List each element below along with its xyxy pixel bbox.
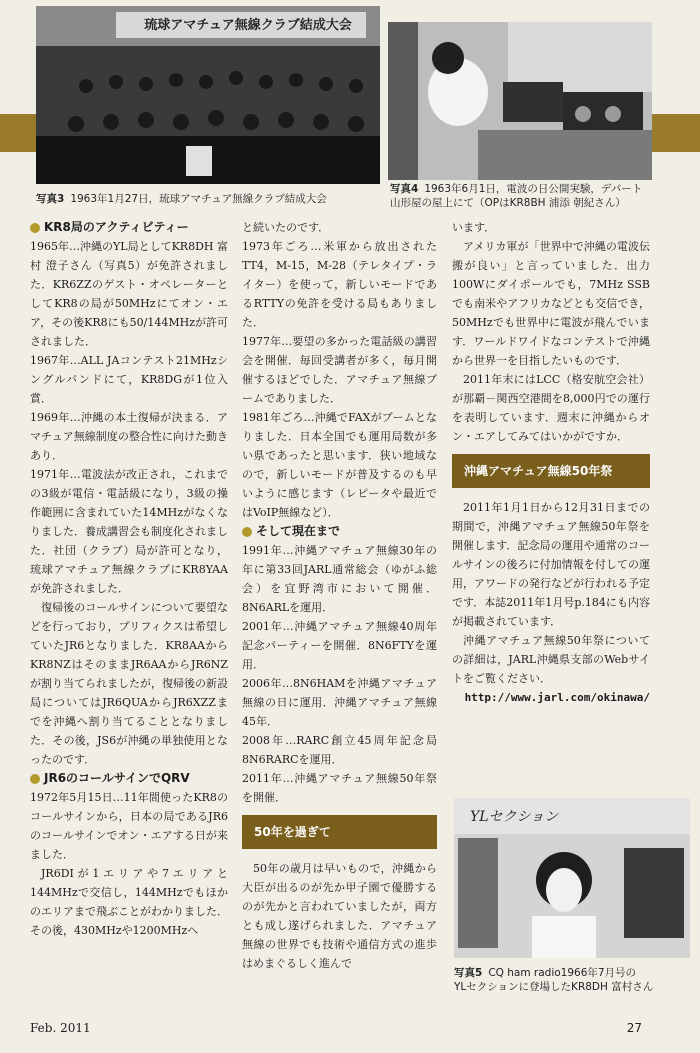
footer-page-number: 27 bbox=[626, 1021, 642, 1035]
photo-5-caption-line1: CQ ham radio1966年7月号の bbox=[488, 967, 637, 979]
photo-5-caption bbox=[454, 966, 690, 994]
section-heading-jr6 bbox=[30, 769, 228, 788]
paragraph: 2008年…RARC創立45周年記念局8N6RARCを運用． bbox=[242, 734, 437, 766]
section-heading-present bbox=[242, 522, 437, 541]
box-heading-50years: 50年を過ぎて bbox=[242, 815, 437, 849]
paragraph: 1969年…沖縄の本土復帰が決まる．アマチュア無線制度の整合性に向けた動きあり． bbox=[30, 411, 228, 462]
paragraph: います． bbox=[452, 221, 496, 234]
paragraph: 2011年末にはLCC（格安航空会社）が那覇－関西空港間を8,000円での運行を表明しています．週末に沖縄からオン・エアしてみてはいかがですか． bbox=[452, 373, 650, 443]
left-gold-bar bbox=[0, 114, 36, 152]
jarl-okinawa-link[interactable]: http://www.jarl.com/okinawa/ bbox=[464, 691, 650, 704]
photo-4-caption bbox=[390, 182, 690, 210]
paragraph: 1991年…沖縄アマチュア無線30年の年に第33回JARL通常総会（ゆがふ総会）を宜野湾市において開催．8N6ARLを運用． bbox=[242, 544, 437, 614]
photo-3-caption bbox=[36, 192, 380, 206]
photo-4-caption-line2: 山形屋の屋上にて（OPはKR8BH 浦添 朝紀さん） bbox=[390, 197, 626, 209]
paragraph: 1981年ごろ…沖縄でFAXがブームとなりました．日本全国でも運用局数が多い県であったと思います．狭い地域なので，新しいモードが普及するのも早いように感じます（レピータや最近ではVoIP無線など）． bbox=[242, 411, 437, 519]
paragraph: 1971年…電波法が改正され，これまでの3級が電信・電話級になり，3級の操作範囲に含まれていた14MHzがなくなりました．養成講習会も制度化されました．社団（クラブ）局が許可となり，琉球アマチュア無線クラブにKR8YAAが免許されました． bbox=[30, 468, 228, 595]
paragraph: 1967年…ALL JAコンテスト21MHzシングルバンドにて，KR8DGが1位入賞． bbox=[30, 354, 228, 405]
paragraph: 2006年…8N6HAMを沖縄アマチュア無線の日に運用．沖縄アマチュア無線45年． bbox=[242, 677, 437, 728]
paragraph: 1977年…要望の多かった電話級の講習会を開催．毎回受講者が多く，毎月開催するほどでした．アマチュア無線ブームでありました． bbox=[242, 335, 437, 405]
paragraph: と続いたのです． bbox=[242, 221, 330, 234]
photo-4 bbox=[388, 22, 652, 180]
paragraph: 1973年ごろ…米軍から放出されたTT4，M-15，M-28（テレタイプ・ライター）を使って，新しいモードであるRTTYの免許を受ける局もありました． bbox=[242, 240, 437, 329]
footer-issue: Feb. 2011 bbox=[30, 1021, 91, 1035]
paragraph: 復帰後のコールサインについて要望などを行っており，プリフィクスは希望していたJR6となりました．KR8AAからKR8NZはそのままJR6AAからJR6NZが割り当てられましたが，復帰後の新設局についてはJR6QUAからJR6XZZまでを沖縄へ割り当てることとなりました．その後，JS6が沖縄の単独使用となったのです． bbox=[30, 601, 228, 766]
photo-3-banner: 琉球アマチュア無線クラブ結成大会 bbox=[144, 18, 352, 33]
right-gold-bar bbox=[652, 114, 700, 152]
bullet-icon bbox=[30, 223, 40, 233]
photo-5-caption-line2: YLセクションに登場したKR8DH 富村さん bbox=[454, 981, 654, 993]
bullet-icon bbox=[242, 527, 252, 537]
section-heading-kr8-text: KR8局のアクティビティー bbox=[44, 220, 189, 234]
paragraph: 1965年…沖縄のYL局としてKR8DH 富村 澄子さん（写真5）が免許されました．KR6ZZのゲスト・オペレーターとしてKR8の局が50MHzにてオン・エア，その後KR8にも50/144MHzが許可されました． bbox=[30, 240, 228, 348]
section-heading-jr6-text: JR6のコールサインでQRV bbox=[44, 771, 190, 785]
photo-4-label: 写真4 bbox=[390, 183, 419, 195]
column-3 bbox=[452, 218, 650, 707]
column-1 bbox=[30, 218, 228, 940]
paragraph: 沖縄アマチュア無線50年祭についての詳細は，JARL沖縄県支部のWebサイトをご覧ください． bbox=[452, 634, 650, 685]
photo-5-banner: YLセクション bbox=[470, 809, 559, 825]
column-2 bbox=[242, 218, 437, 973]
paragraph: 2001年…沖縄アマチュア無線40周年記念パーティーを開催．8N6FTYを運用． bbox=[242, 620, 437, 671]
box-heading-festival: 沖縄アマチュア無線50年祭 bbox=[452, 454, 650, 488]
photo-5-label: 写真5 bbox=[454, 967, 483, 979]
photo-4-caption-line1: 1963年6月1日，電波の日公開実験，デパート bbox=[424, 183, 643, 195]
section-heading-kr8 bbox=[30, 218, 228, 237]
paragraph: 2011年1月1日から12月31日までの期間で，沖縄アマチュア無線50年祭を開催します．記念局の運用や通常のコールサインの後ろに付加情報を付しての運用，アワードの発行などが行われる予定です．本誌2011年1月号p.184にも内容が掲載されています． bbox=[452, 501, 650, 628]
paragraph: アメリカ軍が「世界中で沖縄の電波伝搬が良い」と言っていました．出力100Wにダイポールでも，7MHz SSBでも南米やアフリカなどとも交信でき，50MHzでも世界中に電波が飛んでいます．ワールドワイドなコンテストで沖縄から世界一を目指したいものです． bbox=[452, 240, 650, 367]
paragraph: 50年の歳月は早いもので，沖縄から大臣が出るのが先か甲子園で優勝するのが先かと言われていましたが，両方とも成し遂げられました．アマチュア無線の世界でも技術や通信方式の進歩はめまぐるしく進んで bbox=[242, 862, 437, 970]
photo-3-label: 写真3 bbox=[36, 193, 65, 205]
photo-3-caption-text: 1963年1月27日，琉球アマチュア無線クラブ結成大会 bbox=[70, 193, 327, 205]
section-heading-present-text: そして現在まで bbox=[256, 524, 341, 538]
paragraph: 2011年…沖縄アマチュア無線50年祭を開催． bbox=[242, 772, 437, 804]
paragraph: JR6DIが1エリアや7エリアと144MHzで交信し，144MHzでもほかのエリアまで飛ぶことがわかりました．その後，430MHzや1200MHzへ bbox=[30, 867, 228, 937]
bullet-icon bbox=[30, 774, 40, 784]
paragraph: 1972年5月15日…11年間使ったKR8のコールサインから，日本の局であるJR6のコールサインでオン・エアする日が来ました． bbox=[30, 791, 228, 861]
